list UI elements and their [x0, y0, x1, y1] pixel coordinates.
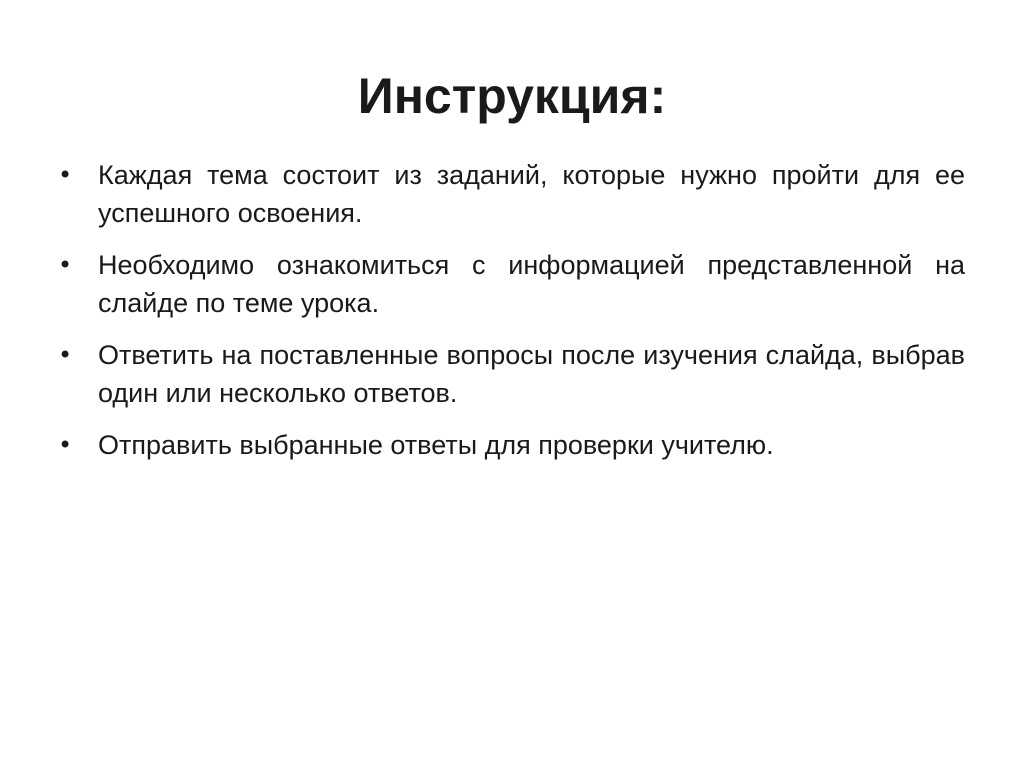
slide-title: Инструкция:: [357, 68, 667, 124]
list-item: [58, 246, 965, 322]
list-item-text: Необходимо ознакомиться с информацией представленной на слайде по теме урока.: [98, 250, 965, 318]
instruction-list: [58, 156, 965, 478]
bullet-icon: •: [58, 251, 73, 279]
bullet-icon: •: [58, 431, 73, 459]
list-item: [58, 156, 965, 232]
list-item-text: Отправить выбранные ответы для проверки учителю.: [98, 430, 774, 460]
list-item: [58, 336, 965, 412]
bullet-icon: •: [58, 161, 73, 189]
list-item-text: Каждая тема состоит из заданий, которые нужно пройти для ее успешного освоения.: [98, 160, 965, 228]
list-item-text: Ответить на поставленные вопросы после изучения слайда, выбрав один или несколько ответов.: [98, 340, 965, 408]
bullet-icon: •: [58, 341, 73, 369]
list-item: [58, 426, 965, 464]
